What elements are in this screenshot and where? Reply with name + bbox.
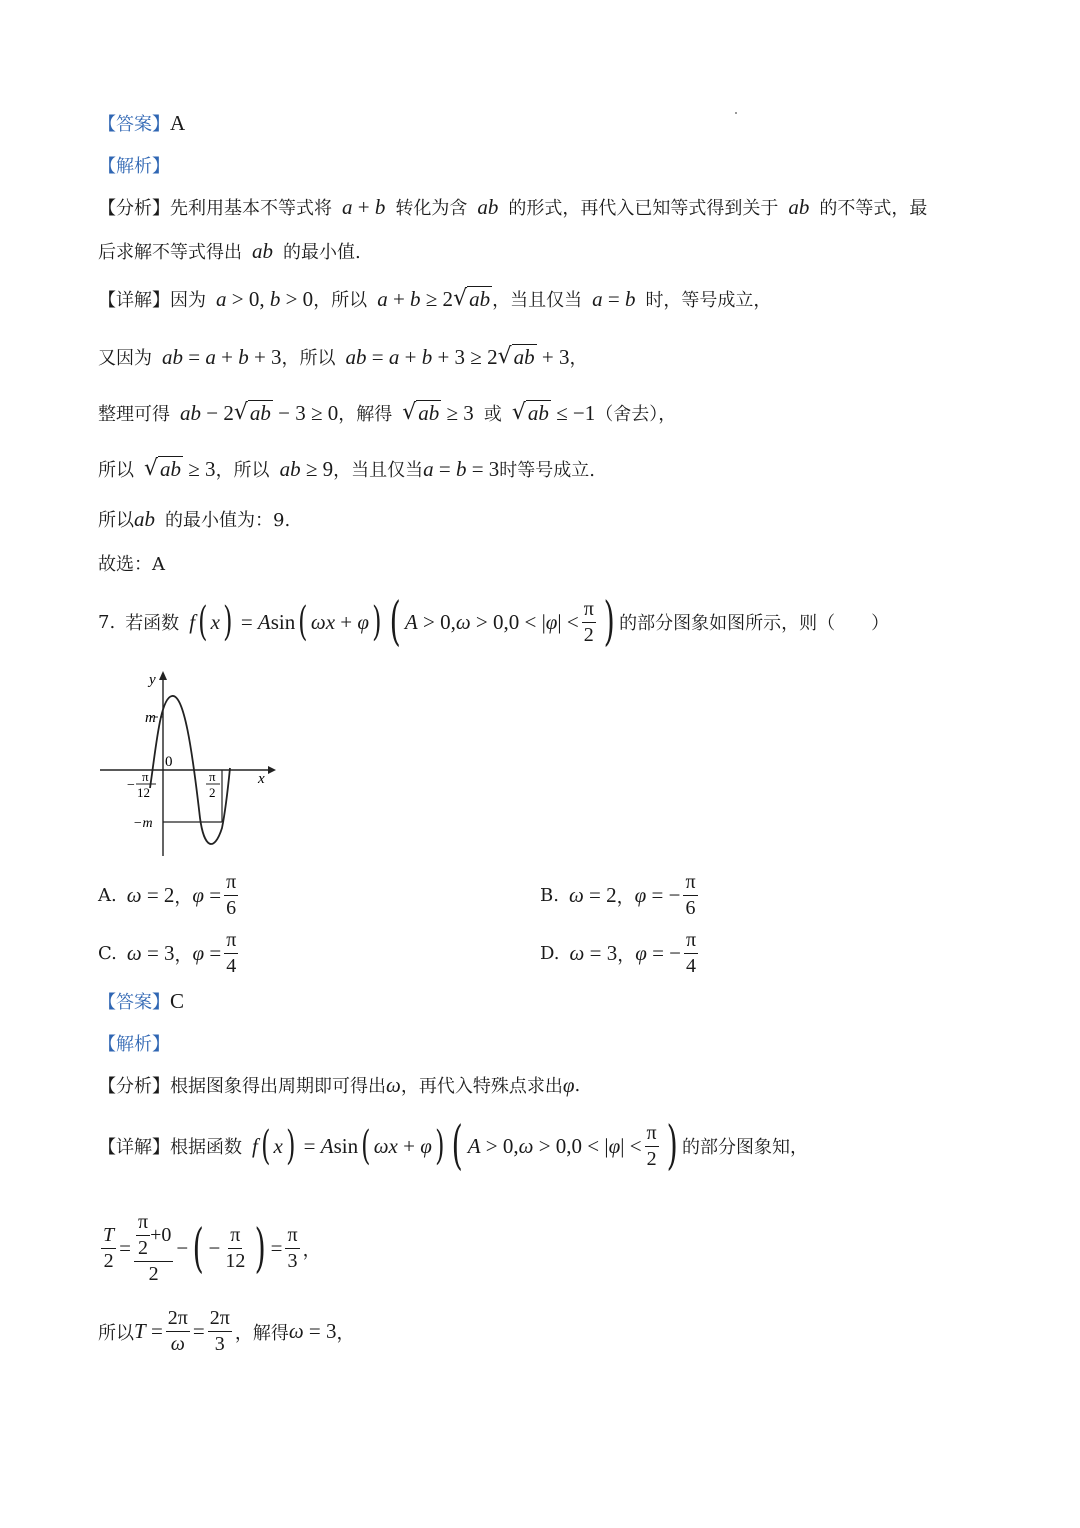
text: 根据图象得出周期即可得出 <box>170 1076 386 1097</box>
option-d-phi-num: π <box>684 930 698 954</box>
option-a-phi-den: 6 <box>226 897 237 919</box>
option-b-phi-den: 6 <box>685 897 696 919</box>
neg-m-label: −m <box>133 816 153 831</box>
sine-graph <box>96 668 276 860</box>
option-d-phi-den: 4 <box>686 955 697 977</box>
fenxi-tag: 【分析】 <box>98 1076 170 1097</box>
q6-fenxi-line1: 【分析】 先利用基本不等式将 a + b 转化为含 ab 的形式，再代入已知等式得到关于 ab 的不等式，最 <box>98 194 928 219</box>
text: ，所以 <box>313 290 368 311</box>
text: ， <box>569 348 588 369</box>
text: ，所以 <box>215 460 270 481</box>
option-a-phi-num: π <box>224 872 238 896</box>
q7-stem: 7. 若函数 f ( x ) = A sin ( ωx + φ ) ( A > 0, ω > 0,0 < | φ | < $\frac{\pi}{2}$ ) 的部分图象如图所示，则（ ） <box>98 592 890 652</box>
text: ，解得 <box>234 1322 289 1344</box>
text: 的最小值为：9. <box>165 510 291 531</box>
text: 若函数 <box>125 613 180 634</box>
answer-tag: 【答案】 <box>98 992 170 1013</box>
option-a[interactable]: A. ω = 2 ， φ = $\frac{\pi}{6}$ <box>98 871 237 919</box>
text: 又因为 <box>98 348 152 369</box>
q7-answer-line <box>98 988 184 1014</box>
q6-xiangjie-line1: 【详解】 因为 a > 0, b > 0 ，所以 a + b ≥ 2 √ ab ，当且仅当 a = b 时，等号成立， <box>98 286 772 311</box>
text: 的形式，再代入已知等式得到关于 <box>508 198 779 219</box>
text: 的部分图象知， <box>681 1137 808 1158</box>
q6-line4: 所以 √ ab ≥ 3 ，所以 ab ≥ 9 ，当且仅当 a = b = 3 时等号成立. <box>98 456 596 481</box>
option-c-label: C. <box>98 943 117 964</box>
fenxi-tag: 【分析】 <box>98 198 170 219</box>
text: 的部分图象如图所示，则（ ） <box>619 613 890 634</box>
text: 所以 <box>98 460 134 481</box>
text: . <box>574 1074 581 1096</box>
text: 因为 <box>170 290 206 311</box>
xiangjie-tag: 【详解】 <box>98 290 170 311</box>
q6-analysis-tag: 【解析】 <box>98 156 170 177</box>
q6-line3: 整理可得 ab − 2 √ ab − 3 ≥ 0 ，解得 √ ab ≥ 3 或 √ ab ≤ −1 （舍去）， <box>98 400 677 425</box>
option-c[interactable]: C. ω = 3 ， φ = $\frac{\pi}{4}$ <box>98 929 237 977</box>
option-b-phi-num: π <box>683 872 697 896</box>
q7-final-line: 所以 T = $\frac{2\pi}{\omega}$ = $\frac{2\pi}{3}$ ，解得 ω = 3 ， <box>98 1307 355 1355</box>
q6-line2: 又因为 ab = a + b + 3 ，所以 ab = a + b + 3 ≥ 2 √ ab + 3 ， <box>98 344 588 369</box>
q7-number: 7. <box>98 611 116 633</box>
option-c-phi-num: π <box>224 930 238 954</box>
q7-fenxi-line: 【分析】 根据图象得出周期即可得出 ω ，再代入特殊点求出 φ . <box>98 1072 581 1097</box>
text: 所以 <box>98 1322 134 1344</box>
m-label: m <box>145 710 156 726</box>
y-label: y <box>149 672 156 688</box>
text: 先利用基本不等式将 <box>170 198 332 219</box>
pos-pi: π <box>209 769 216 784</box>
text: 整理可得 <box>98 404 170 425</box>
y-axis-arrow <box>159 671 167 680</box>
text: 的不等式，最 <box>819 198 928 219</box>
text: ，所以 <box>281 348 336 369</box>
option-a-omega: 2 <box>163 883 175 907</box>
q6-line5: 所以 ab 的最小值为：9. <box>98 506 291 531</box>
q7-analysis-tag: 【解析】 <box>98 1034 170 1055</box>
option-d-label: D. <box>540 943 560 964</box>
text: 或 <box>483 404 502 425</box>
text: ，解得 <box>338 404 393 425</box>
q6-fenxi-line2: 后求解不等式得出 ab 的最小值. <box>98 238 361 263</box>
text: 的最小值. <box>283 242 361 263</box>
text: 转化为含 <box>395 198 468 219</box>
option-d-omega: 3 <box>606 941 618 965</box>
text: 根据函数 <box>170 1137 242 1158</box>
option-a-label: A. <box>98 885 117 906</box>
answer-value: A <box>170 110 186 135</box>
q7-xiangjie-line: 【详解】 根据函数 f ( x ) = A sin ( ωx + φ ) ( A > 0, ω > 0,0 < | φ | < $\frac{\pi}{2}$ ) 的部分图象知， <box>98 1116 808 1176</box>
option-c-phi-den: 4 <box>226 955 237 977</box>
option-c-omega: 3 <box>164 941 175 965</box>
text: ，当且仅当 <box>492 290 583 311</box>
answer-tag: 【答案】 <box>98 114 170 135</box>
option-b-label: B. <box>540 885 559 906</box>
text: 时，等号成立， <box>645 290 772 311</box>
x-axis-arrow <box>268 766 276 774</box>
period-equation: $\frac{T}{2}$ = $\frac{\pi}{2}$ +0 2 − ( − $\frac{\pi}{12}$ ) = $\frac{\pi}{3}$ ， <box>103 1211 321 1285</box>
text: 时等号成立. <box>499 460 596 481</box>
q6-answer-line <box>98 110 185 136</box>
text: ， <box>336 1322 355 1344</box>
text: ，再代入特殊点求出 <box>400 1076 563 1097</box>
origin-label: 0 <box>165 754 173 770</box>
stray-dot <box>735 112 737 114</box>
text: 所以 <box>98 510 134 531</box>
option-d[interactable]: D. ω = 3 ， φ = − $\frac{\pi}{4}$ <box>540 929 697 977</box>
x-label: x <box>258 771 265 787</box>
option-b[interactable]: B. ω = 2 ， φ = − $\frac{\pi}{6}$ <box>540 871 696 919</box>
q6-line6: 故选：A <box>98 554 165 575</box>
text: （舍去）， <box>595 404 677 425</box>
xiangjie-tag: 【详解】 <box>98 1137 170 1158</box>
pos-den: 2 <box>209 785 216 800</box>
neg-den: 12 <box>137 785 150 800</box>
answer-value: C <box>170 988 185 1013</box>
option-b-omega: 2 <box>606 883 617 907</box>
neg-pi: π <box>142 769 149 784</box>
text: 后求解不等式得出 <box>98 242 242 263</box>
text: ，当且仅当 <box>333 460 424 481</box>
neg-sign: − <box>127 778 135 793</box>
